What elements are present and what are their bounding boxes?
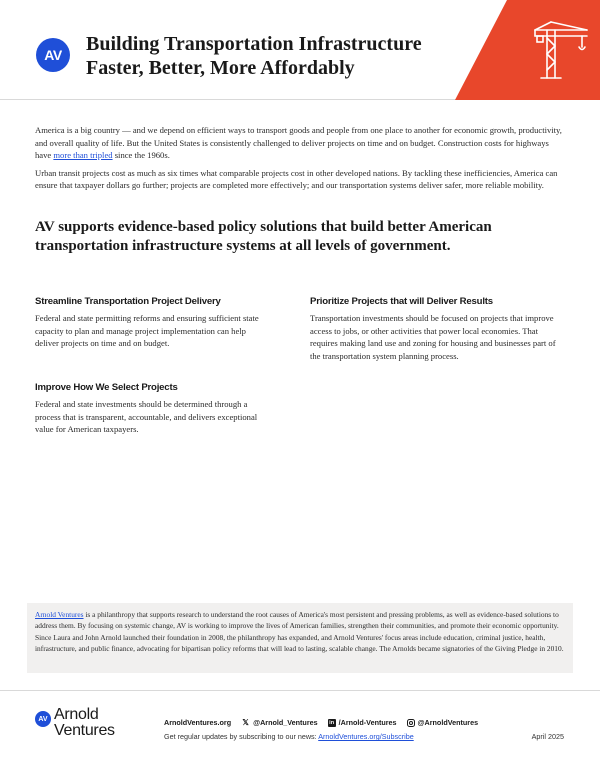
x-icon: 𝕏 <box>242 718 249 727</box>
intro-text <box>35 124 565 197</box>
footer-logo-text: Arnold Ventures <box>54 706 115 739</box>
subscribe-link[interactable]: ArnoldVentures.org/Subscribe <box>318 732 414 741</box>
page-header <box>0 0 600 100</box>
section-prioritize-projects <box>310 296 560 362</box>
headline: AV supports evidence-based policy solutions that build better American transportation infrastructure systems at all levels of government. <box>35 219 492 254</box>
section-improve-selection <box>35 382 270 436</box>
section-heading: Streamline Transportation Project Delivery <box>35 296 221 307</box>
section-body: Federal and state investments should be determined through a process that is transparent, accountable, and delivers exceptional value for American taxpayers. <box>35 399 258 435</box>
construction-crane-icon <box>455 0 600 100</box>
instagram-icon <box>407 719 415 727</box>
arnold-ventures-link[interactable]: Arnold Ventures <box>35 610 84 619</box>
newsletter-line: Get regular updates by subscribing to our news: ArnoldVentures.org/Subscribe <box>164 732 414 741</box>
linkedin-link[interactable]: in /Arnold-Ventures <box>329 718 397 727</box>
title-line-2: Faster, Better, More Affordably <box>86 57 355 79</box>
section-heading: Improve How We Select Projects <box>35 382 178 393</box>
linkedin-icon: in <box>329 719 335 726</box>
intro-paragraph-1: America is a big country — and we depend on efficient ways to transport goods and people from one place to another for economic growth, productivity, and overall quality of life. But the United States is consistently challenged to deliver projects on time and on budget. Construction costs for highways have more than tripled since the 1960s. <box>35 125 562 161</box>
publication-date: April 2025 <box>531 732 564 741</box>
section-body: Federal and state permitting reforms and ensuring sufficient state capacity to plan and manage project implementation can help deliver projects on time and on budget. <box>35 313 259 349</box>
footer-logo-badge: AV <box>35 711 51 727</box>
instagram-link[interactable]: @ArnoldVentures <box>407 718 479 727</box>
about-box <box>27 603 573 673</box>
title-line-1: Building Transportation Infrastructure <box>86 33 422 55</box>
page-title <box>86 32 476 80</box>
section-streamline-delivery <box>35 296 270 350</box>
footer-divider <box>0 690 600 691</box>
x-link[interactable]: 𝕏 @Arnold_Ventures <box>242 718 318 727</box>
av-logo-badge: AV <box>36 38 70 72</box>
social-links <box>164 718 478 727</box>
more-than-tripled-link[interactable]: more than tripled <box>53 150 113 161</box>
section-heading: Prioritize Projects that will Deliver Results <box>310 296 493 307</box>
section-body: Transportation investments should be focused on projects that improve access to jobs, or other activities that power local economies. That requires making land use and zoning for housing and businesses part of the transportation system planning process. <box>310 313 556 361</box>
intro-paragraph-2: Urban transit projects cost as much as six times what comparable projects cost in other developed nations. By tackling these inefficiencies, America can ensure that taxpayer dollars go further; projects are completed more effectively; and our transportation systems deliver safer, more reliable mobility. <box>35 167 558 191</box>
about-text: is a philanthropy that supports research to understand the root causes of America's most persistent and pressing problems, as well as evidence-based solutions to address them. By focusing on systemic change, AV is working to improve the lives of American families, strengthen their communities, and promote their economic opportunity. Since Laura and John Arnold launched their foundation in 2008, the philanthropy has expanded, and Arnold Ventures' focus areas include education, criminal justice, health, infrastructure, and public finance, advocating for bipartisan policy reforms that will lead to lasting, scalable change. The Arnolds became signatories of the Giving Pledge in 2010. <box>35 610 564 653</box>
website-link[interactable]: ArnoldVentures.org <box>164 718 232 727</box>
